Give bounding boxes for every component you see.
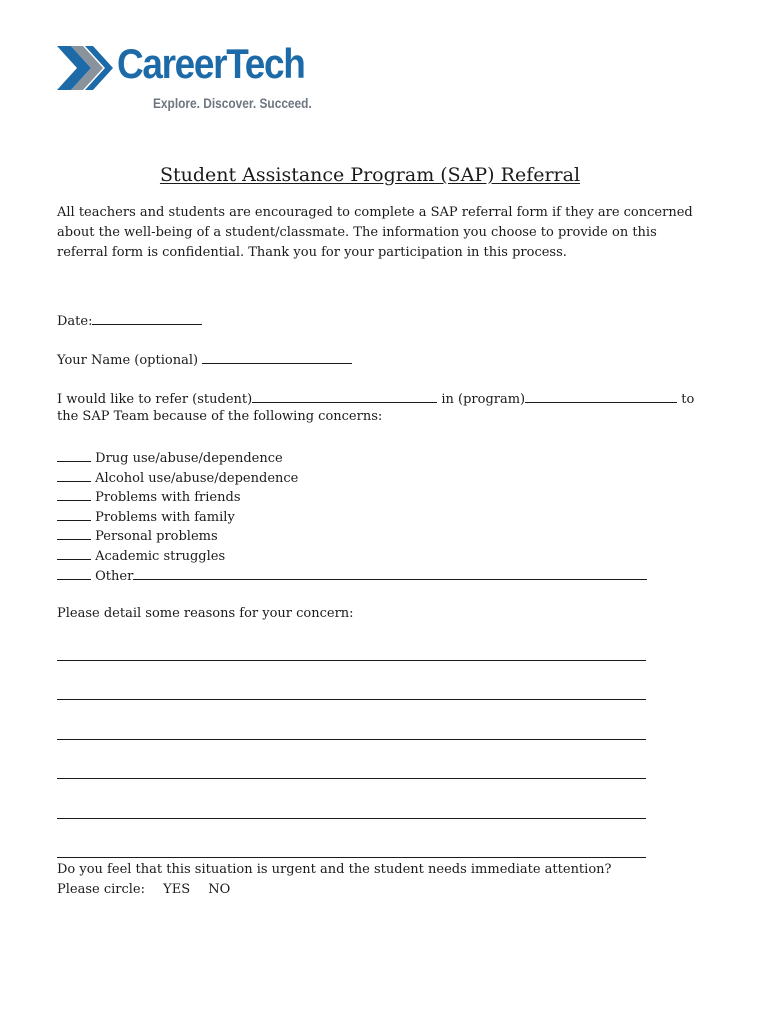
concern-label: Problems with family (95, 510, 235, 525)
logo-tagline: Explore. Discover. Succeed. (153, 95, 312, 111)
yes-option[interactable]: YES (163, 882, 191, 897)
name-row (57, 350, 352, 368)
page-title: Student Assistance Program (SAP) Referral (159, 164, 581, 186)
circle-label: Please circle: (57, 882, 146, 897)
concern-label: Problems with friends (95, 490, 241, 505)
concern-label: Alcohol use/abuse/dependence (95, 471, 299, 486)
concern-item[interactable] (57, 546, 225, 564)
to-label: to (681, 392, 695, 407)
concern-checkline[interactable] (57, 468, 91, 482)
refer-row (57, 389, 694, 407)
refer-label: I would like to refer (student) (57, 392, 253, 407)
urgent-question: Do you feel that this situation is urgent and the student needs immediate attention? (57, 862, 612, 877)
concern-label: Drug use/abuse/dependence (95, 451, 283, 466)
detail-prompt: Please detail some reasons for your concern: (57, 606, 354, 621)
detail-line[interactable] (57, 818, 646, 819)
intro-paragraph: All teachers and students are encouraged to complete a SAP referral form if they are concerned about the well-being of a student/classmate. The information you choose to provide on this referral form is confidential. Thank you for your participation in this process. (57, 205, 693, 260)
concern-item[interactable] (57, 487, 241, 505)
careertech-arrow-icon (57, 42, 113, 94)
date-row (57, 311, 202, 329)
concern-checkline[interactable] (57, 448, 91, 462)
program-label: in (program) (441, 392, 526, 407)
name-label: Your Name (optional) (57, 353, 199, 368)
no-option[interactable]: NO (208, 882, 231, 897)
name-field[interactable] (202, 350, 352, 364)
careertech-logo (57, 40, 312, 120)
concern-item[interactable] (57, 507, 235, 525)
concern-checkline[interactable] (57, 566, 91, 580)
detail-line[interactable] (57, 660, 646, 661)
logo-brand-name: CareerTech (117, 40, 305, 87)
detail-line[interactable] (57, 857, 646, 858)
concern-checkline[interactable] (57, 546, 91, 560)
concern-checkline[interactable] (57, 526, 91, 540)
concern-label: Other (95, 569, 134, 584)
concern-item-other[interactable] (57, 566, 647, 584)
circle-row (57, 882, 230, 897)
concern-label: Personal problems (95, 529, 218, 544)
concern-label: Academic struggles (95, 549, 226, 564)
concern-checkline[interactable] (57, 507, 91, 521)
date-label: Date: (57, 314, 93, 329)
student-field[interactable] (252, 389, 437, 403)
detail-line[interactable] (57, 778, 646, 779)
detail-line[interactable] (57, 699, 646, 700)
concern-item[interactable] (57, 448, 283, 466)
program-field[interactable] (525, 389, 677, 403)
concerns-intro: the SAP Team because of the following concerns: (57, 409, 383, 424)
detail-line[interactable] (57, 739, 646, 740)
concern-item[interactable] (57, 468, 298, 486)
concern-item[interactable] (57, 526, 218, 544)
other-field[interactable] (133, 566, 647, 580)
concern-checkline[interactable] (57, 487, 91, 501)
date-field[interactable] (92, 311, 202, 325)
